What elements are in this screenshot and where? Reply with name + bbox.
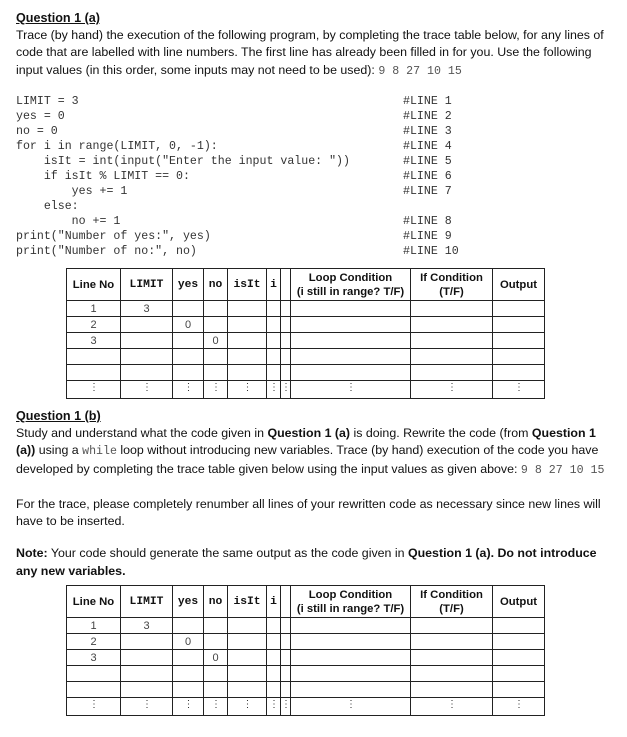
cell-line[interactable]: 2	[67, 317, 121, 333]
header-yes: yes	[173, 586, 204, 618]
cell-i[interactable]	[267, 301, 281, 317]
header-line-no: Line No	[67, 269, 121, 301]
cell-yes[interactable]	[173, 650, 204, 666]
q1a-instructions-text: Trace (by hand) the execution of the following program, by completing the trace table below, for any lines of code that are labelled with line numbers. The first line has already been filled in for you. Use the following input values (in this order, some inputs may not need to be used):	[16, 28, 604, 77]
cell-limit[interactable]	[121, 317, 173, 333]
table-row	[67, 618, 545, 634]
line-tag: #LINE 1	[403, 94, 452, 108]
cell-loop[interactable]	[291, 317, 411, 333]
cell-i[interactable]	[267, 365, 281, 381]
header-isit: isIt	[228, 269, 267, 301]
header-loop-condition	[291, 586, 411, 618]
cell-output[interactable]	[493, 618, 545, 634]
table-row	[67, 349, 545, 365]
header-output: Output	[493, 586, 545, 618]
q1b-text: is doing. Rewrite the code (from	[350, 426, 532, 440]
code-line: for i in range(LIMIT, 0, -1):	[16, 139, 218, 153]
cell-if[interactable]	[411, 682, 493, 698]
document-page	[16, 10, 613, 710]
cell-i[interactable]	[267, 650, 281, 666]
cell-if[interactable]	[411, 618, 493, 634]
q1b-renumber-note: For the trace, please completely renumber all lines of your rewritten code as necessary since new lines will have to be inserted.	[16, 496, 601, 529]
cell-no[interactable]	[204, 365, 228, 381]
q1b-ref: Question 1 (a)	[267, 426, 351, 440]
line-tag: #LINE 2	[403, 109, 452, 123]
cell-yes[interactable]: 0	[173, 317, 204, 333]
cell-output[interactable]	[493, 666, 545, 682]
cell-spacer	[281, 317, 291, 333]
q1b-text: using a	[35, 443, 83, 458]
cell-yes[interactable]	[173, 618, 204, 634]
ellipsis: ⋮	[291, 381, 411, 399]
note-label: Note:	[16, 546, 48, 561]
cell-line[interactable]: 1	[67, 618, 121, 634]
cell-spacer	[281, 618, 291, 634]
ellipsis: ⋮	[493, 698, 545, 716]
note-ref: Question 1 (a).	[407, 546, 495, 561]
cell-i[interactable]	[267, 618, 281, 634]
cell-line[interactable]: 1	[67, 301, 121, 317]
ellipsis: ⋮	[411, 381, 493, 399]
line-tag: #LINE 6	[403, 169, 452, 183]
cell-limit[interactable]	[121, 650, 173, 666]
cell-yes[interactable]	[173, 301, 204, 317]
note-text: Do not introduce any new variables.	[16, 546, 597, 578]
line-tag: #LINE 5	[403, 154, 452, 168]
cell-spacer	[281, 682, 291, 698]
q1b-text: loop without introducing new variables. Trace (by hand) execution of the code you have developed by completing the trace table given below using the input values as given above:	[16, 443, 599, 476]
ellipsis: ⋮	[67, 381, 121, 399]
table-row	[67, 317, 545, 333]
ellipsis: ⋮	[204, 698, 228, 716]
cell-if[interactable]	[411, 301, 493, 317]
ellipsis-row	[67, 381, 545, 399]
code-line: if isIt % LIMIT == 0:	[16, 169, 190, 183]
cell-output[interactable]	[493, 634, 545, 650]
code-line: yes = 0	[16, 109, 65, 123]
cell-line[interactable]: 2	[67, 634, 121, 650]
cell-if[interactable]	[411, 365, 493, 381]
q1b-text: Study and understand what the code given in	[16, 426, 268, 440]
header-if-condition	[411, 269, 493, 301]
cell-if[interactable]	[411, 349, 493, 365]
ellipsis: ⋮	[228, 698, 267, 716]
line-tag: #LINE 8	[403, 214, 452, 228]
code-line: no = 0	[16, 124, 58, 138]
ellipsis: ⋮	[204, 381, 228, 399]
cell-if[interactable]	[411, 666, 493, 682]
cell-output[interactable]	[493, 650, 545, 666]
loop-condition-subtitle: (i still in range? T/F)	[296, 285, 405, 298]
line-tag: #LINE 10	[403, 244, 459, 258]
cell-spacer	[281, 333, 291, 349]
table-row	[67, 634, 545, 650]
while-keyword: while	[82, 445, 117, 459]
cell-no[interactable]	[204, 317, 228, 333]
cell-spacer	[281, 365, 291, 381]
header-i: i	[267, 269, 281, 301]
cell-limit[interactable]: 3	[121, 301, 173, 317]
q1a-instructions	[16, 27, 613, 80]
header-spacer	[281, 586, 291, 618]
cell-yes[interactable]	[173, 365, 204, 381]
cell-i[interactable]	[267, 634, 281, 650]
table-row	[67, 650, 545, 666]
table-row	[67, 301, 545, 317]
ellipsis: ⋮	[173, 381, 204, 399]
cell-output[interactable]	[493, 333, 545, 349]
header-limit: LIMIT	[121, 586, 173, 618]
cell-spacer	[281, 349, 291, 365]
cell-yes[interactable]	[173, 682, 204, 698]
code-line: yes += 1	[16, 184, 128, 198]
cell-no[interactable]	[204, 682, 228, 698]
ellipsis: ⋮	[493, 381, 545, 399]
cell-isit[interactable]	[228, 317, 267, 333]
cell-yes[interactable]	[173, 349, 204, 365]
cell-if[interactable]	[411, 317, 493, 333]
cell-isit[interactable]	[228, 650, 267, 666]
trace-table-a	[66, 268, 545, 399]
ellipsis: ⋮	[411, 698, 493, 716]
if-condition-subtitle: (T/F)	[439, 602, 464, 615]
ellipsis-row	[67, 698, 545, 716]
cell-limit[interactable]	[121, 365, 173, 381]
header-limit: LIMIT	[121, 269, 173, 301]
ellipsis: ⋮	[267, 381, 281, 399]
code-line: else:	[16, 199, 79, 213]
cell-line[interactable]	[67, 682, 121, 698]
cell-i[interactable]	[267, 333, 281, 349]
cell-if[interactable]	[411, 634, 493, 650]
cell-if[interactable]	[411, 333, 493, 349]
header-isit: isIt	[228, 586, 267, 618]
loop-condition-title: Loop Condition	[308, 588, 393, 601]
cell-no[interactable]: 0	[204, 333, 228, 349]
cell-isit[interactable]	[228, 666, 267, 682]
cell-limit[interactable]	[121, 666, 173, 682]
q1b-note	[16, 545, 613, 580]
cell-isit[interactable]	[228, 333, 267, 349]
line-tag: #LINE 7	[403, 184, 452, 198]
cell-output[interactable]	[493, 365, 545, 381]
cell-no[interactable]: 0	[204, 650, 228, 666]
q1b-ref: Question 1 (a))	[16, 426, 596, 458]
if-condition-title: If Condition	[420, 271, 483, 284]
cell-isit[interactable]	[228, 349, 267, 365]
cell-line[interactable]	[67, 365, 121, 381]
loop-condition-subtitle: (i still in range? T/F)	[296, 602, 405, 615]
cell-output[interactable]	[493, 317, 545, 333]
cell-limit[interactable]	[121, 682, 173, 698]
header-if-condition	[411, 586, 493, 618]
q1a-heading: Question 1 (a)	[16, 11, 100, 25]
cell-i[interactable]	[267, 682, 281, 698]
code-line: isIt = int(input("Enter the input value: "))	[16, 154, 350, 168]
ellipsis: ⋮	[228, 381, 267, 399]
code-line: LIMIT = 3	[16, 94, 79, 108]
cell-isit[interactable]	[228, 301, 267, 317]
cell-isit[interactable]	[228, 618, 267, 634]
q1b-heading: Question 1 (b)	[16, 409, 101, 423]
cell-line[interactable]: 3	[67, 650, 121, 666]
cell-no[interactable]	[204, 301, 228, 317]
cell-spacer	[281, 634, 291, 650]
cell-spacer	[281, 301, 291, 317]
cell-if[interactable]	[411, 650, 493, 666]
cell-loop[interactable]	[291, 682, 411, 698]
header-yes: yes	[173, 269, 204, 301]
trace-table-b	[66, 585, 545, 716]
ellipsis: ⋮	[281, 381, 291, 399]
loop-condition-title: Loop Condition	[308, 271, 393, 284]
ellipsis: ⋮	[281, 698, 291, 716]
q1b-input-values: 9 8 27 10 15	[520, 463, 605, 477]
line-tag: #LINE 4	[403, 139, 452, 153]
cell-spacer	[281, 650, 291, 666]
cell-line[interactable]: 3	[67, 333, 121, 349]
ellipsis: ⋮	[121, 381, 173, 399]
cell-line[interactable]	[67, 666, 121, 682]
cell-loop[interactable]	[291, 333, 411, 349]
cell-no[interactable]	[204, 634, 228, 650]
ellipsis: ⋮	[121, 698, 173, 716]
table-row	[67, 682, 545, 698]
cell-isit[interactable]	[228, 365, 267, 381]
header-i: i	[267, 586, 281, 618]
ellipsis: ⋮	[267, 698, 281, 716]
header-spacer	[281, 269, 291, 301]
ellipsis: ⋮	[173, 698, 204, 716]
q1b-instructions	[16, 425, 613, 479]
header-line-no: Line No	[67, 586, 121, 618]
cell-no[interactable]	[204, 349, 228, 365]
header-no: no	[204, 586, 228, 618]
cell-isit[interactable]	[228, 682, 267, 698]
cell-no[interactable]	[204, 618, 228, 634]
cell-loop[interactable]	[291, 650, 411, 666]
cell-limit[interactable]	[121, 333, 173, 349]
cell-yes[interactable]	[173, 666, 204, 682]
note-text: Your code should generate the same output as the code given in	[47, 546, 408, 561]
table-row	[67, 365, 545, 381]
line-tag: #LINE 3	[403, 124, 452, 138]
q1a-code-block	[16, 94, 613, 258]
line-tag: #LINE 9	[403, 229, 452, 243]
cell-line[interactable]	[67, 349, 121, 365]
if-condition-subtitle: (T/F)	[439, 285, 464, 298]
cell-loop[interactable]	[291, 349, 411, 365]
ellipsis: ⋮	[67, 698, 121, 716]
cell-loop[interactable]	[291, 365, 411, 381]
header-loop-condition	[291, 269, 411, 301]
cell-yes[interactable]: 0	[173, 634, 204, 650]
cell-output[interactable]	[493, 301, 545, 317]
cell-i[interactable]	[267, 317, 281, 333]
q1a-input-values: 9 8 27 10 15	[378, 64, 462, 78]
table-row	[67, 333, 545, 349]
cell-loop[interactable]	[291, 666, 411, 682]
header-output: Output	[493, 269, 545, 301]
cell-limit[interactable]	[121, 634, 173, 650]
if-condition-title: If Condition	[420, 588, 483, 601]
cell-loop[interactable]	[291, 301, 411, 317]
cell-i[interactable]	[267, 349, 281, 365]
header-no: no	[204, 269, 228, 301]
ellipsis: ⋮	[291, 698, 411, 716]
code-line: no += 1	[16, 214, 121, 228]
code-line: print("Number of no:", no)	[16, 244, 197, 258]
cell-loop[interactable]	[291, 618, 411, 634]
cell-isit[interactable]	[228, 634, 267, 650]
table-row	[67, 666, 545, 682]
cell-no[interactable]	[204, 666, 228, 682]
cell-limit[interactable]	[121, 349, 173, 365]
code-line: print("Number of yes:", yes)	[16, 229, 211, 243]
cell-output[interactable]	[493, 349, 545, 365]
cell-i[interactable]	[267, 666, 281, 682]
cell-limit[interactable]: 3	[121, 618, 173, 634]
cell-yes[interactable]	[173, 333, 204, 349]
cell-spacer	[281, 666, 291, 682]
cell-output[interactable]	[493, 682, 545, 698]
cell-loop[interactable]	[291, 634, 411, 650]
